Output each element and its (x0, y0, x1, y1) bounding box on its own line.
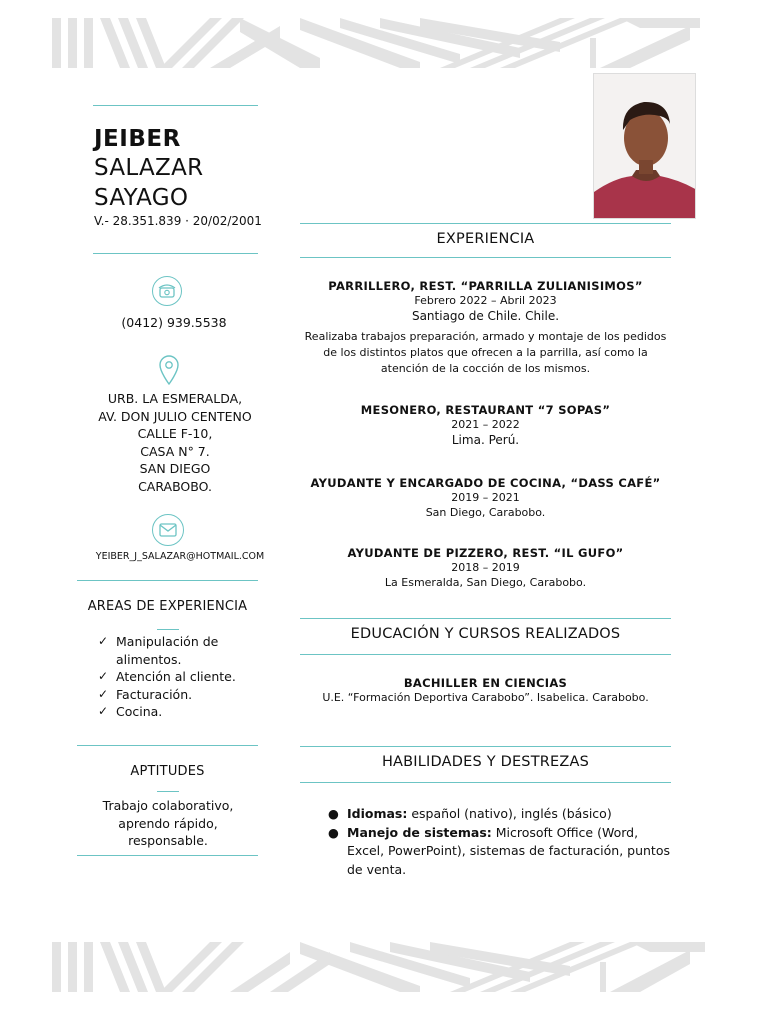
skills-list (328, 805, 678, 879)
job-dates: Febrero 2022 – Abril 2023 (414, 294, 557, 307)
skills-heading: HABILIDADES Y DESTREZAS (381, 754, 590, 770)
email-address: YEIBER_J_SALAZAR@HOTMAIL.COM (95, 551, 265, 562)
divider (77, 580, 258, 581)
job-title: AYUDANTE DE PIZZERO, REST. “IL GUFO” (347, 546, 624, 560)
list-item (328, 824, 678, 880)
skill-label: Manejo de sistemas: (347, 824, 492, 840)
aptitudes-heading: APTITUDES (130, 764, 205, 779)
job-title: AYUDANTE Y ENCARGADO DE COCINA, “DASS CAFÉ” (310, 476, 661, 490)
last-name-2: SAYAGO (94, 185, 189, 211)
address-line: SAN DIEGO (139, 461, 211, 476)
skill-text: Microsoft Office (Word, Excel, PowerPoint), sistemas de facturación, puntos de venta. (347, 824, 670, 877)
areas-heading: AREAS DE EXPERIENCIA (87, 599, 248, 614)
education-heading: EDUCACIÓN Y CURSOS REALIZADOS (350, 626, 621, 642)
phone-number: (0412) 939.5538 (121, 315, 227, 330)
divider (93, 253, 258, 254)
job-entry (300, 403, 671, 449)
list-item (98, 703, 248, 721)
job-place: Santiago de Chile. Chile. (411, 309, 560, 323)
list-item (98, 686, 248, 704)
skill-text: español (nativo), inglés (básico) (407, 806, 612, 821)
list-item-text: Cocina. (116, 704, 163, 719)
bottom-decorative-band (0, 942, 768, 992)
job-entry (300, 279, 671, 377)
list-item (328, 805, 678, 824)
address-line: URB. LA ESMERALDA, (107, 391, 243, 406)
skill-label: Idiomas: (347, 806, 408, 821)
job-entry (300, 476, 671, 520)
heading-underline (157, 629, 179, 630)
divider (300, 257, 671, 258)
bullet-icon: ● (328, 806, 339, 821)
checkmark-icon: ✓ (98, 634, 109, 648)
job-dates: 2019 – 2021 (451, 491, 520, 504)
job-place: San Diego, Carabobo. (425, 506, 546, 519)
phone-icon (152, 276, 182, 306)
checkmark-icon: ✓ (98, 704, 109, 718)
divider (300, 782, 671, 783)
last-name-1: SALAZAR (94, 155, 204, 181)
divider (77, 745, 258, 746)
list-item-text: Atención al cliente. (116, 669, 236, 684)
id-and-birthdate: V.- 28.351.839 · 20/02/2001 (94, 214, 262, 228)
job-title: MESONERO, RESTAURANT “7 SOPAS” (360, 403, 611, 417)
first-name: JEIBER (94, 126, 181, 152)
address-line: CASA N° 7. (140, 443, 210, 459)
job-description: Realizaba trabajos preparación, armado y montaje de los pedidos de los distintos platos que ofrecen a la parrilla, así como la atención de la cocción de los mismos. (304, 330, 667, 375)
list-item-text: Facturación. (116, 686, 193, 702)
map-pin-icon (158, 354, 180, 390)
divider (300, 746, 671, 747)
top-decorative-band (0, 18, 768, 68)
experience-heading: EXPERIENCIA (436, 231, 535, 247)
divider (93, 105, 258, 106)
aptitudes-text: Trabajo colaborativo, aprendo rápido, responsable. (102, 798, 234, 848)
education-entry (300, 676, 671, 705)
address-line: CALLE F-10, (137, 426, 213, 441)
checkmark-icon: ✓ (98, 686, 109, 701)
heading-underline (157, 791, 179, 792)
address-line: CARABOBO. (138, 478, 212, 494)
envelope-icon (152, 514, 184, 546)
address (75, 390, 275, 495)
list-item (98, 668, 248, 686)
divider (300, 223, 671, 224)
job-dates: 2018 – 2019 (451, 561, 520, 574)
job-dates: 2021 – 2022 (451, 418, 520, 431)
list-item-text: Manipulación de alimentos. (116, 634, 219, 667)
divider (300, 654, 671, 655)
divider (77, 855, 258, 856)
school-name: U.E. “Formación Deportiva Carabobo”. Isabelica. Carabobo. (322, 691, 649, 704)
areas-list (98, 633, 248, 721)
job-place: La Esmeralda, San Diego, Carabobo. (384, 576, 587, 589)
profile-photo (593, 73, 696, 219)
job-place: Lima. Perú. (451, 433, 520, 447)
degree-title: BACHILLER EN CIENCIAS (403, 676, 568, 690)
list-item (98, 633, 248, 668)
job-title: PARRILLERO, REST. “PARRILLA ZULIANISIMOS” (328, 279, 643, 293)
bullet-icon: ● (328, 824, 339, 840)
address-line: AV. DON JULIO CENTENO (98, 408, 252, 424)
job-entry (300, 546, 671, 590)
checkmark-icon: ✓ (98, 669, 109, 683)
divider (300, 618, 671, 619)
